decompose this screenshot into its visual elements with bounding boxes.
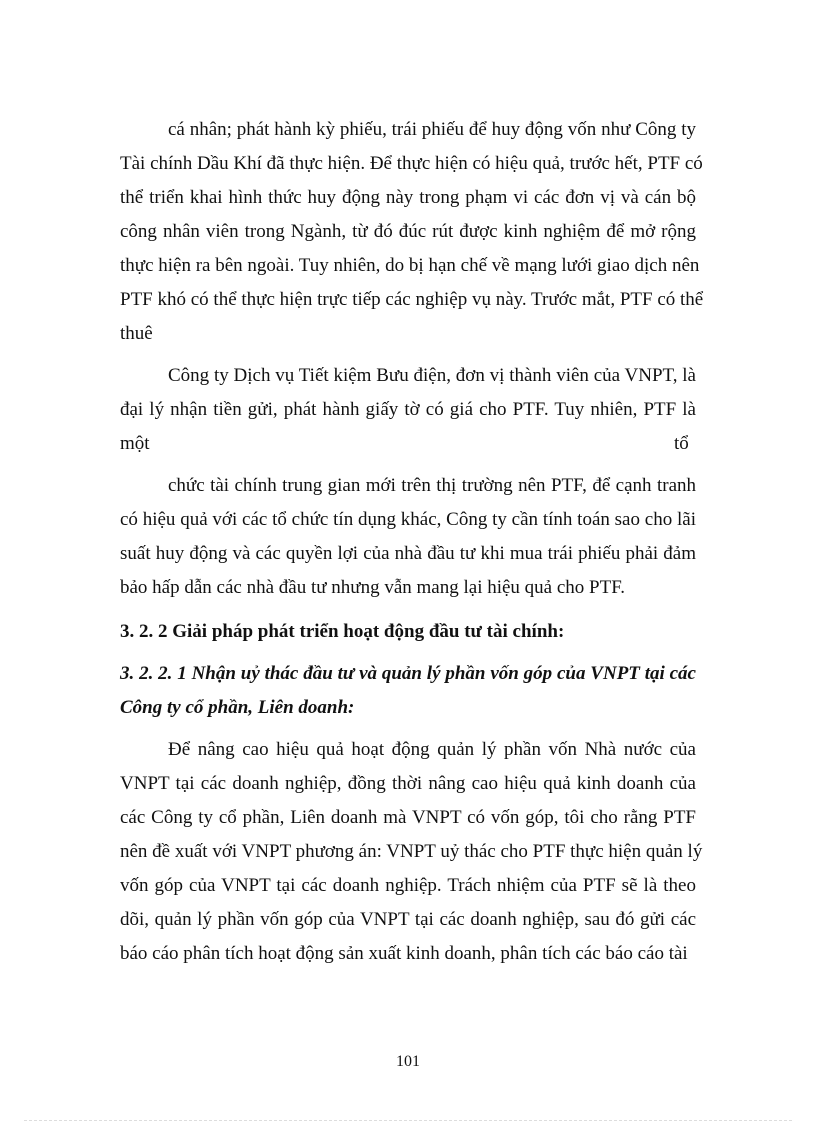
paragraph-line: các Công ty cổ phần, Liên doanh mà VNPT có vốn góp, tôi cho rằng PTF xyxy=(120,807,696,828)
paragraph-line: nên đề xuất với VNPT phương án: VNPT uỷ thác cho PTF thực hiện quản lý xyxy=(120,841,703,862)
subsection-heading: 3. 2. 2. 1 Nhận uỷ thác đầu tư và quản lý phần vốn góp của VNPT tại các xyxy=(120,663,696,684)
paragraph-line: thuê xyxy=(120,323,153,344)
paragraph-line: có hiệu quả với các tổ chức tín dụng khác, Công ty cần tính toán sao cho lãi xyxy=(120,509,696,530)
page-divider xyxy=(24,1120,792,1121)
paragraph-line: suất huy động và các quyền lợi của nhà đầu tư khi mua trái phiếu phải đảm xyxy=(120,543,696,564)
paragraph-line: bảo hấp dẫn các nhà đầu tư nhưng vẫn mang lại hiệu quả cho PTF. xyxy=(120,577,626,598)
paragraph-line: công nhân viên trong Ngành, từ đó đúc rút được kinh nghiệm để mở rộng xyxy=(120,221,696,242)
section-heading: 3. 2. 2 Giải pháp phát triển hoạt động đầu tư tài chính: xyxy=(120,621,565,642)
paragraph-line: VNPT tại các doanh nghiệp, đồng thời nâng cao hiệu quả kinh doanh của xyxy=(120,773,696,794)
paragraph-line: Để nâng cao hiệu quả hoạt động quản lý phần vốn Nhà nước của xyxy=(168,739,696,760)
paragraph-line: tổ xyxy=(674,433,689,454)
paragraph-line: Tài chính Dầu Khí đã thực hiện. Để thực hiện có hiệu quả, trước hết, PTF có xyxy=(120,153,703,174)
paragraph-line: một xyxy=(120,433,150,454)
paragraph-line: thực hiện ra bên ngoài. Tuy nhiên, do bị hạn chế về mạng lưới giao dịch nên xyxy=(120,255,700,276)
paragraph-line: Công ty Dịch vụ Tiết kiệm Bưu điện, đơn vị thành viên của VNPT, là xyxy=(168,365,696,386)
page-number: 101 xyxy=(396,1053,420,1070)
paragraph-line: PTF khó có thể thực hiện trực tiếp các nghiệp vụ này. Trước mắt, PTF có thể xyxy=(120,289,704,310)
paragraph-line: cá nhân; phát hành kỳ phiếu, trái phiếu để huy động vốn như Công ty xyxy=(168,119,696,140)
paragraph-line: thể triển khai hình thức huy động này trong phạm vi các đơn vị và cán bộ xyxy=(120,187,696,208)
paragraph-line: đại lý nhận tiền gửi, phát hành giấy tờ có giá cho PTF. Tuy nhiên, PTF là xyxy=(120,399,696,420)
paragraph-line: chức tài chính trung gian mới trên thị trường nên PTF, để cạnh tranh xyxy=(168,475,696,496)
paragraph-line: báo cáo phân tích hoạt động sản xuất kinh doanh, phân tích các báo cáo tài xyxy=(120,943,688,964)
paragraph-line: dõi, quản lý phần vốn góp của VNPT tại các doanh nghiệp, sau đó gửi các xyxy=(120,909,696,930)
paragraph-line: vốn góp của VNPT tại các doanh nghiệp. Trách nhiệm của PTF sẽ là theo xyxy=(120,875,696,896)
subsection-heading: Công ty cổ phần, Liên doanh: xyxy=(120,697,355,718)
